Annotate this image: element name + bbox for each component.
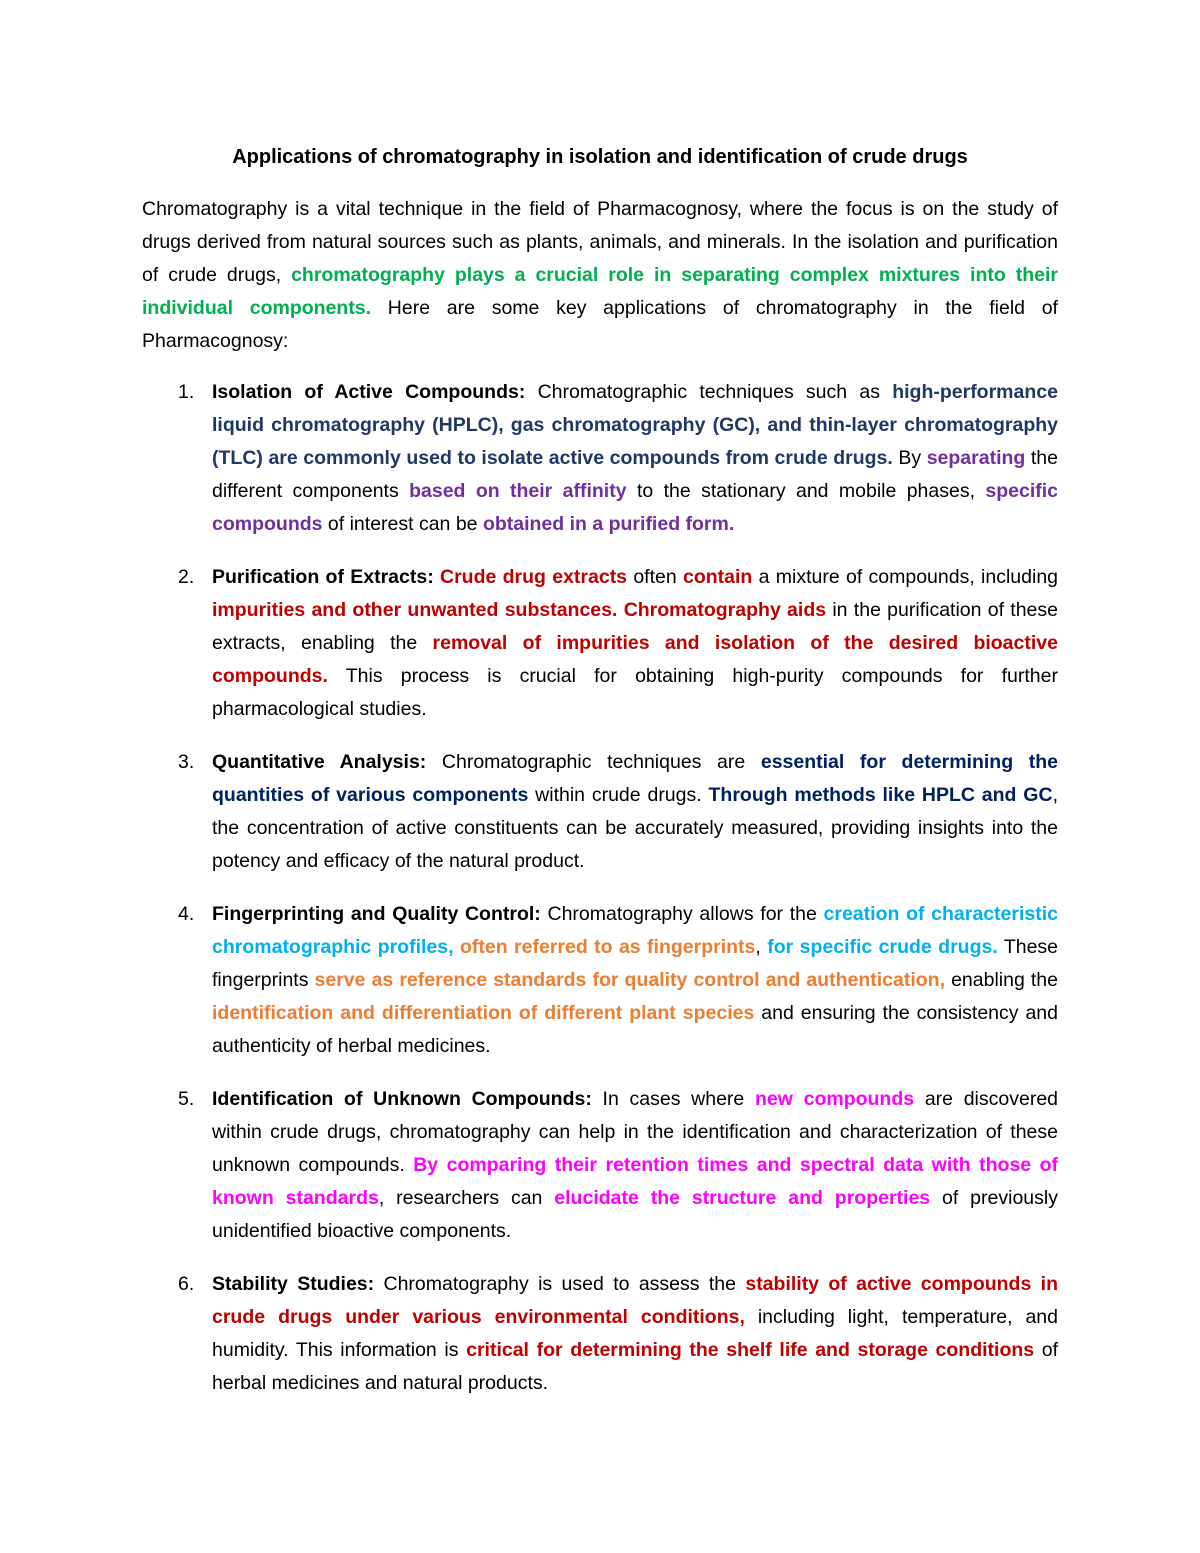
body-text: of interest can be <box>322 513 483 535</box>
body-text: Chromatography allows for the <box>540 903 824 925</box>
body-text: Chromatographic techniques are <box>426 751 761 773</box>
body-text: within crude drugs. <box>528 784 709 806</box>
list-item <box>142 376 1058 541</box>
highlighted-text: essential for determining the quantities of various components <box>212 751 1058 806</box>
highlighted-text: obtained in a purified form. <box>482 513 735 535</box>
body-text: Chromatography is used to assess the <box>374 1273 746 1295</box>
highlighted-text: serve as reference standards for quality control and authentication, <box>314 969 945 991</box>
body-text: This process is crucial for obtaining high-purity compounds for further pharmacological studies. <box>212 665 1058 720</box>
list-item-number: 3. <box>178 751 195 773</box>
body-text: to the stationary and mobile phases, <box>626 480 986 502</box>
list-item <box>142 561 1058 726</box>
list-item <box>142 1268 1058 1400</box>
highlighted-text: impurities and other unwanted substances. Chromatography aids <box>212 599 827 621</box>
intro-paragraph <box>142 193 1058 358</box>
body-text: , the concentration of active constituents can be accurately measured, providing insights into the potency and efficacy of the natural product. <box>212 784 1058 872</box>
body-text: and ensuring the consistency and authenticity of herbal medicines. <box>212 1002 1059 1057</box>
bold-text: Isolation of Active Compounds: <box>212 381 526 403</box>
highlighted-text: identification and differentiation of different plant species <box>212 1002 755 1024</box>
body-text: , researchers can <box>378 1187 555 1209</box>
body-text: are discovered within crude drugs, chromatography can help in the identification and characterization of these unknown compounds. <box>212 1088 1059 1176</box>
list-item-number: 5. <box>178 1088 195 1110</box>
bold-text: Stability Studies: <box>212 1273 375 1295</box>
body-text: the different components <box>212 447 1058 502</box>
body-text: in the purification of these extracts, enabling the <box>212 599 1059 654</box>
highlighted-text: often referred to as fingerprints <box>459 936 756 958</box>
body-text: In cases where <box>591 1088 755 1110</box>
body-text: , <box>755 936 768 958</box>
body-text: Here are some key applications of chromatography in the field of Pharmacognosy: <box>142 297 1058 352</box>
highlighted-text: specific compounds <box>212 480 1058 535</box>
highlighted-text: Through methods like HPLC and GC <box>708 784 1053 806</box>
list-item <box>142 1083 1058 1248</box>
bold-text: Fingerprinting and Quality Control: <box>212 903 541 925</box>
highlighted-text: removal of impurities and isolation of the desired bioactive compounds. <box>212 632 1058 687</box>
list-item <box>142 898 1058 1063</box>
list-item-number: 4. <box>178 903 195 925</box>
body-text: enabling the <box>945 969 1058 991</box>
body-text: Chromatography is a vital technique in the field of Pharmacognosy, where the focus is on the study of drugs derived from natural sources such as plants, animals, and minerals. In the isolation and purification of crude drugs, <box>142 198 1058 286</box>
applications-list <box>142 376 1058 1420</box>
highlighted-text: contain <box>683 566 753 588</box>
highlighted-text: creation of characteristic chromatographic profiles, <box>212 903 1058 958</box>
bold-text: Purification of Extracts: <box>212 566 434 588</box>
bold-text: Quantitative Analysis: <box>212 751 427 773</box>
highlighted-text: elucidate the structure and properties <box>554 1187 931 1209</box>
body-text: a mixture of compounds, including <box>752 566 1059 588</box>
body-text: These fingerprints <box>212 936 1059 991</box>
highlighted-text: based on their affinity <box>409 480 627 502</box>
list-item-number: 1. <box>178 381 195 403</box>
body-text: often <box>627 566 683 588</box>
body-text: including light, temperature, and humidity. This information is <box>212 1306 1058 1361</box>
list-item-number: 2. <box>178 566 195 588</box>
body-text: By <box>892 447 927 469</box>
bold-text: Identification of Unknown Compounds: <box>212 1088 592 1110</box>
body-text: of previously unidentified bioactive components. <box>212 1187 1058 1242</box>
list-item <box>142 746 1058 878</box>
highlighted-text: separating <box>926 447 1026 469</box>
highlighted-text: stability of active compounds in crude drugs under various environmental conditions, <box>212 1273 1058 1328</box>
body-text: Chromatographic techniques such as <box>525 381 893 403</box>
highlighted-text: By comparing their retention times and spectral data with those of known standards <box>212 1154 1059 1209</box>
document-title: Applications of chromatography in isolation and identification of crude drugs <box>232 146 968 168</box>
highlighted-text: critical for determining the shelf life and storage conditions <box>466 1339 1035 1361</box>
list-item-number: 6. <box>178 1273 195 1295</box>
highlighted-text: for specific crude drugs. <box>767 936 998 958</box>
highlighted-text: new compounds <box>754 1088 915 1110</box>
highlighted-text: Crude drug extracts <box>440 566 628 588</box>
body-text: of herbal medicines and natural products. <box>212 1339 1058 1394</box>
highlighted-text: chromatography plays a crucial role in separating complex mixtures into their individual components. <box>142 264 1058 319</box>
highlighted-text: high-performance liquid chromatography (HPLC), gas chromatography (GC), and thin-layer chromatography (TLC) are commonly used to isolate active compounds from crude drugs. <box>212 381 1058 469</box>
